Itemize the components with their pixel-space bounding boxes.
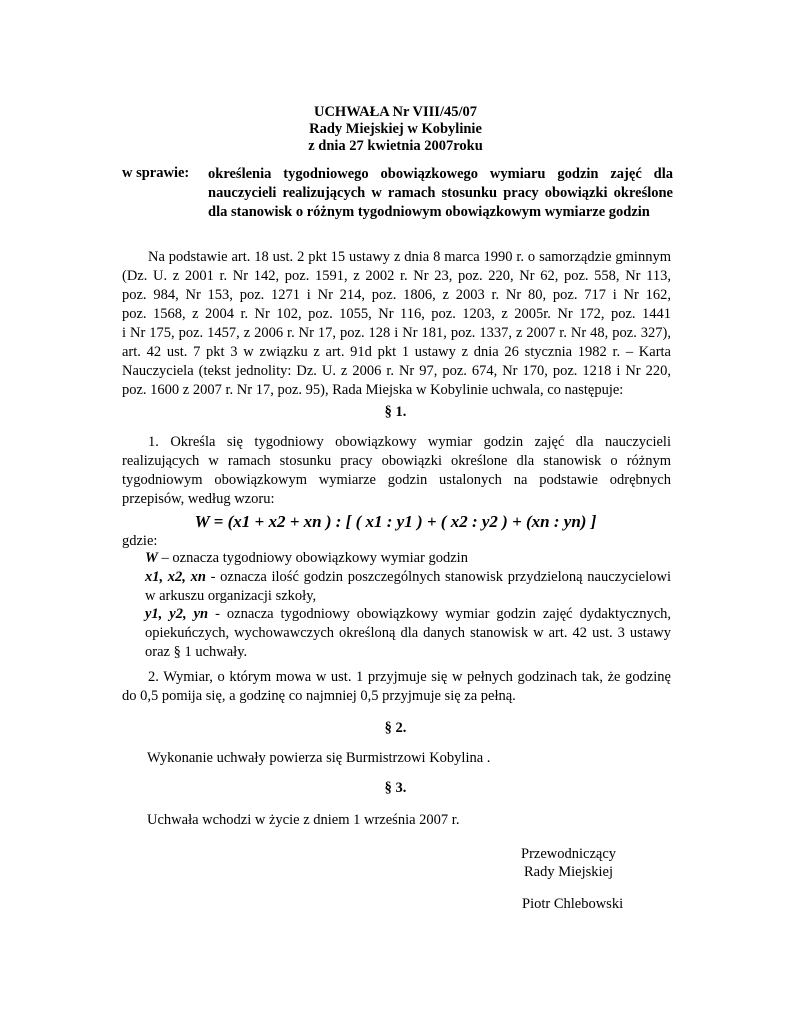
definition-x-line2: w arkuszu organizacji szkoły,	[145, 588, 317, 604]
symbol-x: x1, x2, xn	[145, 569, 206, 585]
preamble-line: i Nr 175, poz. 1457, z 2006 r. Nr 17, poz. 128 i Nr 181, poz. 1337, z 2007 r. Nr 48, poz. 327),	[122, 325, 671, 341]
section-1-heading: § 1.	[384, 404, 407, 420]
paragraph-line: 1. Określa się tygodniowy obowiązkowy wymiar godzin zajęć dla nauczycieli	[148, 434, 671, 450]
definition-w	[145, 549, 468, 568]
definition-x	[145, 568, 671, 587]
signature-role: Przewodniczący	[521, 846, 617, 862]
preamble-line: poz. 984, Nr 153, poz. 1271 i Nr 214, poz. 1806, z 2003 r. Nr 80, poz. 717 i Nr 162,	[122, 287, 671, 303]
preamble-line: (Dz. U. z 2001 r. Nr 142, poz. 1591, z 2002 r. Nr 23, poz. 220, Nr 62, poz. 558, Nr 113,	[122, 268, 671, 284]
formula: W = (x1 + x2 + xn ) : [ ( x1 : y1 ) + ( x2 : y2 ) + (xn : yn) ]	[194, 512, 597, 531]
preamble-line: poz. 1600 z 2007 r. Nr 17, poz. 95), Rada Miejska w Kobylinie uchwala, co następuje:	[122, 382, 624, 398]
symbol-w: W	[145, 550, 158, 566]
section-2-text: Wykonanie uchwały powierza się Burmistrzowi Kobylina .	[147, 750, 491, 766]
paragraph-line: do 0,5 pomija się, a godzinę co najmniej 0,5 przyjmuje się za pełną.	[122, 688, 516, 704]
preamble-line: art. 42 ust. 7 pkt 3 w związku z art. 91d pkt 1 ustawy z dnia 26 stycznia 1982 r. – Karta	[122, 344, 671, 360]
subject-line: dla stanowisk o różnym tygodniowym obowiązkowym wymiarze godzin	[208, 204, 650, 220]
subject-line: nauczycieli realizujących w ramach stosunku pracy obowiązki określone	[208, 185, 673, 201]
definition-x-text: - oznacza ilość godzin poszczególnych stanowisk przydzieloną nauczycielowi	[210, 569, 671, 585]
paragraph-line: tygodniowym obowiązkowym wymiarze godzin ustalonych na podstawie odrębnych	[122, 472, 671, 488]
preamble-line: poz. 1568, z 2004 r. Nr 102, poz. 1055, Nr 116, poz. 1203, z 2005r. Nr 172, poz. 1441	[122, 306, 671, 322]
resolution-number: UCHWAŁA Nr VIII/45/07	[313, 104, 478, 120]
subject-line: określenia tygodniowego obowiązkowego wymiaru godzin zajęć dla	[208, 166, 673, 182]
subject-label: w sprawie:	[122, 165, 190, 181]
symbol-y: y1, y2, yn	[145, 606, 209, 622]
section-3-text: Uchwała wchodzi w życie z dniem 1 września 2007 r.	[147, 812, 460, 828]
resolution-date: z dnia 27 kwietnia 2007roku	[308, 138, 483, 154]
section-1-paragraph-1	[122, 433, 671, 509]
section-1-paragraph-2	[122, 668, 671, 706]
definition-y-line2: opiekuńczych, wychowawczych określoną dla danych stanowisk w art. 42 ust. 3 ustawy	[145, 625, 671, 641]
section-3-heading: § 3.	[384, 780, 407, 796]
paragraph-line: 2. Wymiar, o którym mowa w ust. 1 przyjmuje się w pełnych godzinach tak, że godzinę	[148, 669, 671, 685]
subject-text	[208, 165, 673, 222]
definition-w-text: – oznacza tygodniowy obowiązkowy wymiar godzin	[157, 550, 468, 566]
definition-y	[145, 605, 671, 624]
paragraph-line: przepisów, według wzoru:	[122, 491, 275, 507]
council-name: Rady Miejskiej w Kobylinie	[309, 121, 482, 137]
section-2-heading: § 2.	[384, 720, 407, 736]
preamble-line: Na podstawie art. 18 ust. 2 pkt 15 ustawy z dnia 8 marca 1990 r. o samorządzie gminnym	[148, 249, 671, 265]
definition-y-text: - oznacza tygodniowy obowiązkowy wymiar godzin zajęć dydaktycznych,	[208, 606, 671, 622]
signature-name: Piotr Chlebowski	[522, 896, 624, 912]
paragraph-line: realizujących w ramach stosunku pracy obowiązki określone dla stanowisk o różnym	[122, 453, 671, 469]
where-label: gdzie:	[122, 533, 158, 549]
preamble-line: Nauczyciela (tekst jednolity: Dz. U. z 2006 r. Nr 97, poz. 674, Nr 170, poz. 1218 i Nr 220,	[122, 363, 671, 379]
definition-y-line3: oraz § 1 uchwały.	[145, 644, 248, 660]
preamble	[122, 248, 671, 400]
signature-council: Rady Miejskiej	[524, 864, 614, 880]
